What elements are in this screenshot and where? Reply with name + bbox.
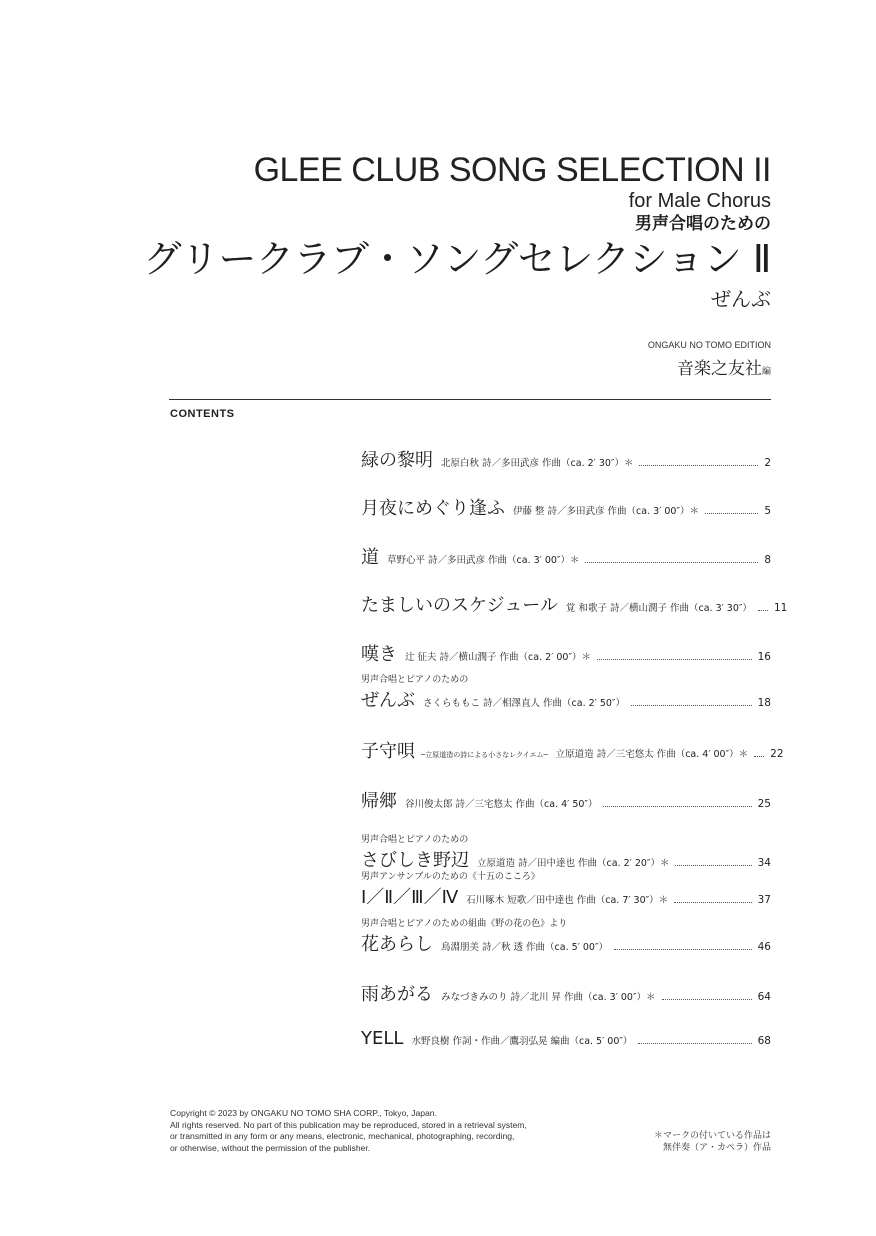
entry-line [361,980,771,1006]
page-number: 25 [757,798,771,810]
entry-line [361,640,771,666]
toc-entry [361,871,771,909]
song-title: 花あらし [361,934,433,955]
leader-dots [754,756,764,757]
toc-entry [361,737,784,763]
page-number: 16 [757,651,771,663]
copyright-line: All rights reserved. No part of this publication may be reproduced, stored in a retrieval system, [170,1119,527,1130]
entry-line [361,591,788,617]
editor-suffix: 編 [761,367,771,377]
contents-heading: CONTENTS [170,408,235,420]
song-title: さびしき野辺 [361,850,469,871]
entry-note: 男声合唱とピアノのための [361,835,469,845]
song-credits: さくらももこ 詩／相澤直人 作曲（ca. 2′ 50″） [423,698,625,709]
entry-line [361,787,771,813]
page-number: 8 [764,554,771,566]
edition-label: ONGAKU NO TOMO EDITION [647,340,771,350]
entry-note: 男声合唱とピアノのための [361,675,469,685]
song-title: 子守唄 [361,741,415,762]
leader-dots [597,659,752,660]
leader-dots [631,705,752,706]
title-english: GLEE CLUB SONG SELECTION II [253,151,771,189]
editor-name: 音楽之友社 [676,359,762,379]
song-credits: 伊藤 整 詩／多田武彦 作曲（ca. 3′ 00″）＊ [513,506,700,517]
entry-line [361,1028,771,1049]
song-title: 帰郷 [361,791,397,812]
title-tagline: ぜんぶ [711,287,771,311]
entry-line [361,543,771,569]
copyright-line: Copyright © 2023 by ONGAKU NO TOMO SHA CORP., Tokyo, Japan. [170,1108,437,1118]
toc-entry [361,446,771,472]
leader-dots [758,610,768,611]
entry-line [361,737,784,763]
song-title: 道 [361,547,379,568]
toc-entry [361,494,771,520]
entry-line [361,930,771,956]
song-credits: 覚 和歌子 詩／横山潤子 作曲（ca. 3′ 30″） [565,603,752,614]
song-credits: 谷川俊太郎 詩／三宅悠太 作曲（ca. 4′ 50″） [405,799,598,810]
page-number: 18 [757,697,771,709]
song-credits: 鳥淵朋美 詩／秋 透 作曲（ca. 5′ 00″） [441,942,609,953]
song-credits: 立原道造 詩／三宅悠太 作曲（ca. 4′ 00″）＊ [555,749,749,760]
leader-dots [603,806,751,807]
song-credits: 辻 征夫 詩／横山潤子 作曲（ca. 2′ 00″）＊ [405,652,592,663]
page-number: 64 [757,991,771,1003]
entry-line [361,446,771,472]
song-title: Ⅰ／Ⅱ／Ⅲ／Ⅳ [361,887,459,908]
entry-note: 男声合唱とピアノのための組曲《野の花の色》より [361,919,568,929]
copyright-line: or otherwise, without the permission of the publisher. [170,1142,371,1153]
leader-dots [674,902,751,903]
song-title: 嘆き [361,644,397,665]
page-number: 22 [770,748,784,760]
song-title: 緑の黎明 [361,450,433,471]
song-title: ぜんぶ [361,690,415,711]
subtitle-english: for Male Chorus [628,190,771,212]
copyright-line: or transmitted in any form or any means, electronic, mechanical, photographing, recording, [170,1131,515,1141]
page-number: 34 [757,857,771,869]
song-subtitle: ─立原道造の詩による小さなレクイエム─ [421,751,548,759]
page-number: 68 [757,1035,771,1047]
toc-entry [361,674,771,712]
song-credits: 草野心平 詩／多田武彦 作曲（ca. 3′ 00″）＊ [387,555,580,566]
entry-line [361,686,771,712]
title-block [143,150,771,314]
leader-dots [639,465,758,466]
entry-line [361,846,771,872]
song-title: 雨あがる [361,984,433,1005]
song-title: たましいのスケジュール [361,595,558,616]
toc-entry [361,787,771,813]
title-japanese: グリークラブ・ソングセレクション Ⅱ [143,237,771,281]
page-number: 11 [773,602,788,614]
song-credits: 北原白秋 詩／多田武彦 作曲（ca. 2′ 30″）＊ [441,458,634,469]
song-title: YELL [361,1028,404,1049]
page-number: 46 [757,941,771,953]
toc-entry [361,543,771,569]
leader-dots [662,999,752,1000]
subtitle-japanese: 男声合唱のための [635,214,771,234]
leader-dots [585,562,758,563]
page-number: 5 [764,505,771,517]
leader-dots [705,513,758,514]
toc-entry [361,1028,771,1049]
toc-entry [361,640,771,666]
entry-line [361,883,771,909]
leader-dots [614,949,752,950]
entry-line [361,494,771,520]
leader-dots [638,1043,751,1044]
editor-credit [677,354,771,379]
song-credits: 水野良樹 作詞・作曲／鷹羽弘晃 編曲（ca. 5′ 00″） [411,1036,633,1047]
entry-note: 男声アンサンブルのための《十五のこころ》 [361,872,540,882]
page-number: 2 [764,457,771,469]
leader-dots [675,865,751,866]
song-credits: 石川啄木 短歌／田中達也 作曲（ca. 7′ 30″）＊ [466,895,669,906]
acappella-note-line: 無伴奏（ア・カペラ）作品 [662,1143,771,1153]
song-credits: 立原道造 詩／田中達也 作曲（ca. 2′ 20″）＊ [477,858,670,869]
song-credits: みなづきみのり 詩／北川 昇 作曲（ca. 3′ 00″）＊ [441,992,656,1003]
copyright-notice [170,1108,527,1154]
header-rule [169,399,771,400]
toc-entry [361,980,771,1006]
toc-entry [361,591,788,617]
acappella-note-line: ＊マークの付いている作品は [653,1131,771,1141]
page-number: 37 [757,894,771,906]
toc-entry [361,918,771,956]
song-title: 月夜にめぐり逢ふ [361,498,505,519]
toc-entry [361,834,771,872]
acappella-note [654,1130,771,1154]
